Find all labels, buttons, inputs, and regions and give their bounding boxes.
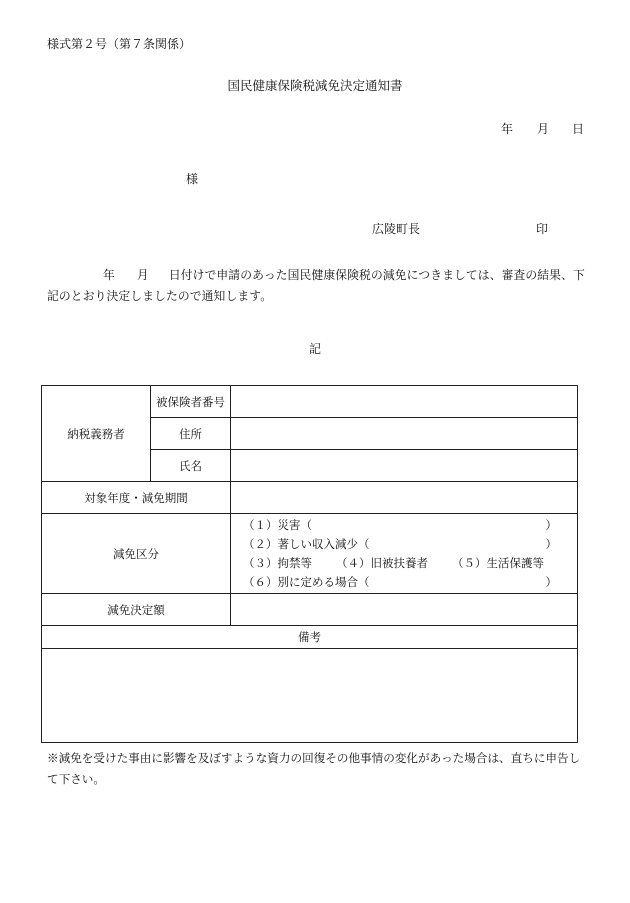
table-row [42, 386, 578, 418]
option-other[interactable] [231, 573, 577, 592]
date-day-label: 日 [572, 122, 585, 136]
seal-mark: 印 [536, 222, 549, 236]
body-year-label: 年 [103, 268, 115, 282]
option-disaster[interactable] [231, 516, 577, 535]
insured-number-label: 被保険者番号 [151, 386, 231, 418]
address-label: 住所 [151, 418, 231, 450]
option-other-close: ） [545, 574, 557, 589]
table-row [42, 594, 578, 626]
document-title: 国民健康保険税減免決定通知書 [227, 78, 403, 93]
reduction-table [41, 385, 578, 743]
amount-field[interactable] [231, 594, 578, 626]
taxpayer-label: 納税義務者 [42, 386, 151, 482]
date-year-label: 年 [501, 122, 514, 136]
table-row [42, 514, 578, 594]
name-field[interactable] [231, 450, 578, 482]
option-detention[interactable]: （３）拘禁等 [243, 555, 312, 570]
category-label: 減免区分 [42, 514, 231, 594]
period-label: 対象年度・減免期間 [42, 482, 231, 514]
issuer-name: 広陵町長 [372, 222, 421, 236]
notice-body [47, 265, 585, 307]
body-text: 日付けで申請のあった国民健康保険税の減免につきましては、審査の結果、下記のとおり決定しましたので通知します。 [47, 268, 585, 303]
option-row-3 [231, 554, 577, 573]
option-other-label: （６）別に定める場合（ [243, 574, 370, 589]
option-income-label: （２）著しい収入減少（ [243, 536, 370, 551]
amount-label: 減免決定額 [42, 594, 231, 626]
notes-field[interactable] [42, 649, 578, 743]
insured-number-field[interactable] [231, 386, 578, 418]
option-disaster-close: ） [545, 517, 557, 532]
table-row [42, 626, 578, 649]
table-row [42, 649, 578, 743]
period-field[interactable] [231, 482, 578, 514]
option-disaster-label: （１）災害（ [243, 517, 312, 532]
name-label: 氏名 [151, 450, 231, 482]
option-welfare[interactable]: （５）生活保護等 [452, 555, 544, 570]
addressee-honorific: 様 [186, 172, 199, 186]
category-options [231, 514, 578, 594]
option-former-dependent[interactable]: （４）旧被扶養者 [336, 555, 428, 570]
option-income-decrease[interactable] [231, 535, 577, 554]
ki-heading: 記 [308, 342, 321, 356]
notes-label: 備考 [42, 626, 578, 649]
body-month-label: 月 [136, 268, 149, 282]
date-month-label: 月 [537, 122, 550, 136]
address-field[interactable] [231, 418, 578, 450]
table-row [42, 482, 578, 514]
footnote: ※減免を受けた事由に影響を及ぼすような資力の回復その他事情の変化があった場合は、直ちに申告して下さい。 [47, 751, 581, 786]
form-number: 様式第２号（第７条関係） [47, 37, 192, 51]
option-income-close: ） [545, 536, 557, 551]
